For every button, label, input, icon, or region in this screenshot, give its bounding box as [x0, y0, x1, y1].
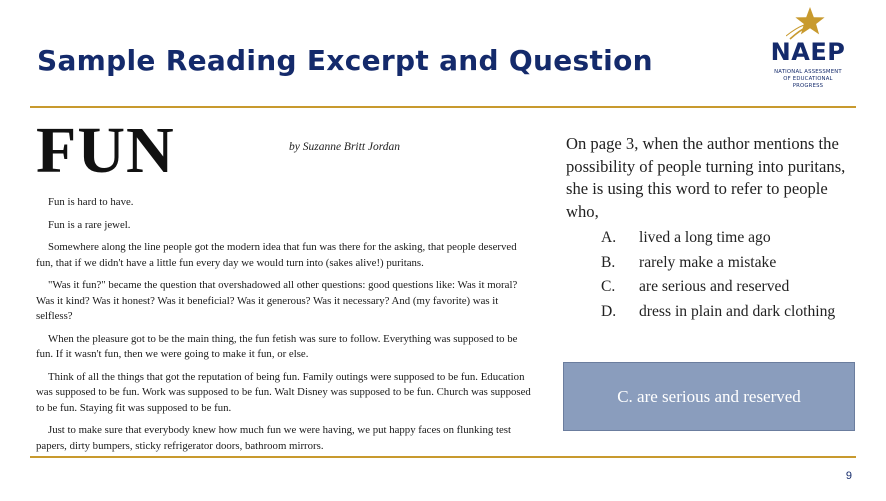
option-letter: C.: [601, 278, 616, 296]
naep-logo: [760, 6, 856, 98]
excerpt-title: FUN: [36, 114, 175, 187]
logo-subtitle-line: OF EDUCATIONAL: [783, 76, 833, 82]
excerpt-body: [36, 195, 536, 461]
excerpt-byline: by Suzanne Britt Jordan: [289, 141, 401, 153]
option-letter: B.: [601, 253, 616, 271]
slide-title: Sample Reading Excerpt and Question: [37, 44, 653, 77]
page-number: 9: [845, 470, 852, 482]
logo-subtitle-line: PROGRESS: [792, 83, 824, 89]
option-a[interactable]: [601, 226, 871, 251]
option-c[interactable]: [601, 275, 871, 300]
option-text: are serious and reserved: [639, 278, 790, 296]
excerpt-paragraph: Think of all the things that got the reputation of being fun. Family outings were supposed to be fun. Education was supposed to be fun. Work was supposed to be fun. Walt Disney was supposed to be fun. Church was supposed to be fun. Staying fit was supposed to be fun.: [36, 370, 531, 414]
answer-options: [601, 226, 871, 324]
option-letter: D.: [601, 302, 617, 320]
question-stem: On page 3, when the author mentions the possibility of people turning into puritans, she is using this word to refer to people who,: [566, 134, 846, 221]
top-divider: [30, 106, 856, 108]
excerpt-paragraph: Somewhere along the line people got the modern idea that fun was there for the asking, that people deserved fun, that if we didn't have a little fun every day we would turn into (sakes alive!) puritans.: [36, 241, 517, 269]
excerpt-paragraph: Fun is a rare jewel.: [48, 218, 131, 231]
correct-answer-box: C. are serious and reserved: [563, 362, 855, 431]
excerpt-paragraph: Fun is hard to have.: [48, 196, 134, 208]
excerpt-paragraph: When the pleasure got to be the main thing, the fun fetish was sure to follow. Everything was supposed to be fun. If it wasn't fun, then we were going to make it fun, or else.: [36, 332, 518, 360]
option-b[interactable]: [601, 251, 871, 276]
excerpt-paragraph: Just to make sure that everybody knew how much fun we were having, we put happy faces on flunking test papers, dirty bumpers, sticky refrigerator doors, bathroom mirrors.: [36, 424, 511, 452]
logo-subtitle: [760, 69, 856, 90]
option-d[interactable]: [601, 300, 871, 325]
star-icon: [786, 6, 830, 42]
option-text: lived a long time ago: [639, 229, 771, 247]
option-text: rarely make a mistake: [639, 253, 777, 271]
option-letter: A.: [601, 229, 617, 247]
logo-wordmark: NAEP: [770, 38, 846, 66]
bottom-divider: [30, 456, 856, 458]
option-text: dress in plain and dark clothing: [639, 302, 836, 320]
logo-subtitle-line: NATIONAL ASSESSMENT: [774, 69, 842, 75]
excerpt-paragraph: "Was it fun?" became the question that overshadowed all other questions: good questions like: Was it moral? Was it kind? Was it honest? Was it beneficial? Was it generous? Was it necessary? And (my favorite) was it selfless?: [36, 279, 518, 322]
